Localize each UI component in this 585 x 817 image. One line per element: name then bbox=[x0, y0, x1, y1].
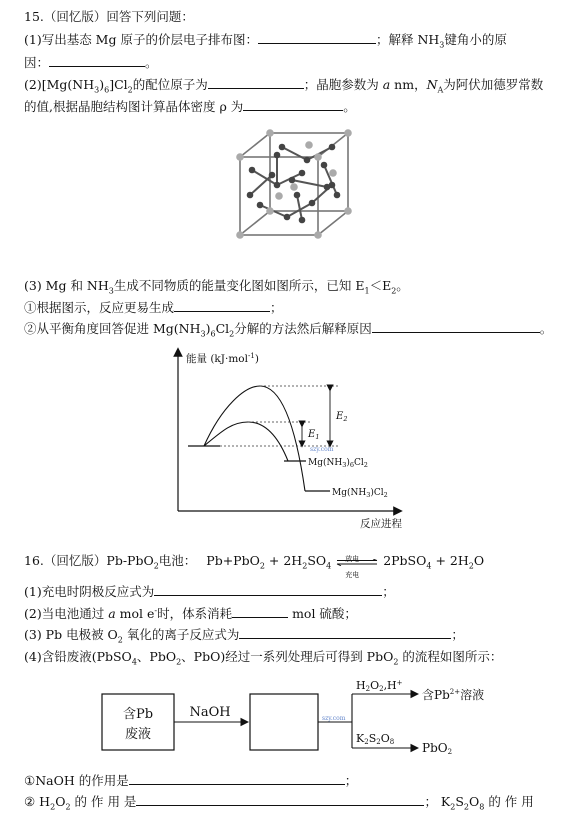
q15-p2-blank[interactable] bbox=[208, 76, 304, 89]
q15-p2-density-blank[interactable] bbox=[243, 98, 343, 111]
q15-part3a: ①根据图示，反应更易生成 ； bbox=[24, 300, 283, 315]
product1-label: $Mg(NH_3)_6Cl_2$ bbox=[308, 458, 368, 469]
upper-product-label: 含$Pb^{2+}$溶液 bbox=[422, 688, 485, 702]
reversible-arrow: 放电 充电 bbox=[335, 553, 379, 571]
q16-part6: ② $H_2O_2$ 的 作 用 是 ； $K_2S_2O_8$ 的 作 用 bbox=[24, 794, 534, 812]
q16-p3-blank[interactable] bbox=[239, 626, 451, 639]
q16-part5: ①NaOH 的作用是 ； bbox=[24, 773, 358, 788]
q15-tag: （回忆版） bbox=[43, 9, 107, 24]
q16-part4: (4)含铅废液(PbSO$_4$、PbO$_2$、PbO)经过一系列处理后可得到 PbO$_2$ 的流程如图所示： bbox=[24, 649, 503, 667]
crystal-structure-figure bbox=[232, 125, 357, 245]
curve-high bbox=[204, 386, 305, 491]
lower-reagent-label: K2S2O8 bbox=[356, 732, 395, 746]
q16-p6-blank[interactable] bbox=[136, 793, 424, 806]
q16-p1-blank[interactable] bbox=[154, 583, 382, 596]
q16-p5-blank[interactable] bbox=[129, 772, 345, 785]
energy-diagram bbox=[160, 346, 450, 536]
intermediate-box bbox=[250, 694, 318, 750]
q16-header: 16.（回忆版）Pb-PbO$_2$电池： $Pb+PbO_2 + 2H_2SO_4$ 放电 充电 2PbSO$_4$ + $2H_2O$ bbox=[24, 553, 485, 579]
battery-equation: $Pb+PbO_2 + 2H_2SO_4$ 放电 充电 2PbSO$_4$ + $2H_2O$ bbox=[206, 553, 485, 579]
waste-liquid-label-1: 含Pb bbox=[122, 707, 154, 722]
x-axis-label: 反应进程 bbox=[360, 518, 402, 530]
q15-part2-line2: 的值,根据晶胞结构图计算晶体密度 ρ 为 。 bbox=[24, 99, 356, 114]
q16-p2-blank[interactable] bbox=[232, 605, 288, 618]
q15-p1-blank[interactable] bbox=[258, 31, 376, 44]
waste-liquid-label-2: 废液 bbox=[124, 727, 152, 742]
flow-watermark: szy.com bbox=[322, 715, 346, 722]
product2-label: $Mg(NH_3)Cl_2$ bbox=[332, 488, 388, 499]
q15-part3: (3) Mg 和 $NH_3$生成不同物质的能量变化图如图所示，已知 $E_1<E_2$。 bbox=[24, 278, 409, 296]
q15-p1-reason-blank[interactable] bbox=[49, 54, 145, 67]
e1-label: $E_1$ bbox=[308, 429, 320, 441]
q15-number: 15. bbox=[24, 9, 44, 24]
q15-p3a-blank[interactable] bbox=[174, 299, 270, 312]
q15-part1-line2: 因： 。 bbox=[24, 55, 158, 70]
q15-p3b-blank[interactable] bbox=[372, 320, 540, 333]
q15-intro: 回答下列问题： bbox=[106, 9, 194, 24]
q15-part1: (1)写出基态 Mg 原子的价层电子排布图： ；解释 $NH_3$键角小的原 bbox=[24, 32, 507, 50]
upper-reagent-label: H2O2,H+ bbox=[356, 679, 403, 693]
lower-product-label: PbO2 bbox=[422, 741, 453, 756]
curve-low bbox=[204, 422, 288, 461]
q16-part3: (3) Pb 电极被 $O_2$ 氧化的离子反应式为 ； bbox=[24, 627, 464, 645]
q15-part3b: ②从平衡角度回答促进 $Mg(NH_3)_6Cl_2$分解的方法然后解释原因 。 bbox=[24, 321, 553, 339]
process-flowchart bbox=[100, 672, 520, 762]
chart-watermark: szy.com bbox=[310, 446, 334, 453]
e2-label: $E_2$ bbox=[336, 411, 348, 423]
q16-part1: (1)充电时阴极反应式为 ； bbox=[24, 584, 395, 599]
q16-part2: (2)当电池通过 a mol e-时，体系消耗 mol 硫酸； bbox=[24, 605, 357, 621]
q15-header bbox=[24, 8, 194, 26]
naoh-label: NaOH bbox=[189, 705, 231, 720]
y-axis-label: 能量 (kJ·mol$^{-1}$) bbox=[186, 352, 259, 365]
q15-part2: $(2)[Mg(NH_3)_6]Cl_2$的配位原子为 ；晶胞参数为 a nm，$N_A$为阿伏加德罗常数 bbox=[24, 77, 544, 95]
